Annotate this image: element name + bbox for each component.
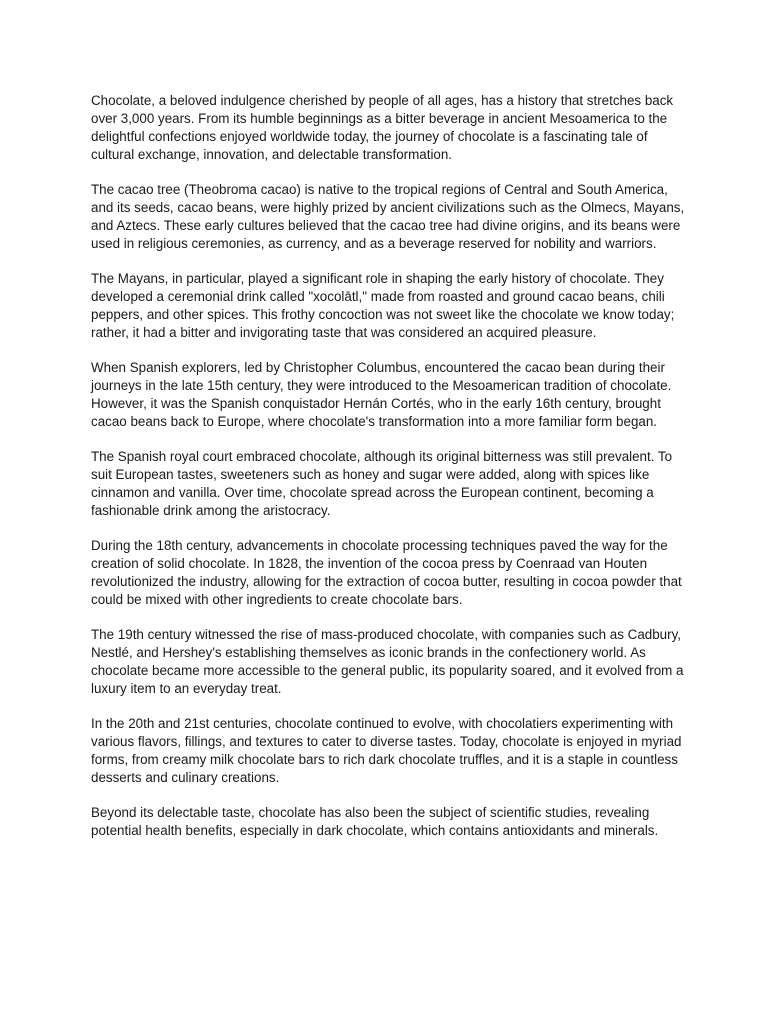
paragraph-spanish-court: The Spanish royal court embraced chocolate, although its original bitterness was still prevalent. To suit European tastes, sweeteners such as honey and sugar were added, along with spices like cinnamon and vanilla. Over time, chocolate spread across the European continent, becoming a fashionable drink among the aristocracy.	[91, 449, 673, 518]
paragraph-health-benefits: Beyond its delectable taste, chocolate has also been the subject of scientific studies, revealing potential health benefits, especially in dark chocolate, which contains antioxidants and minerals.	[91, 805, 659, 838]
paragraph-cacao-tree: The cacao tree (Theobroma cacao) is native to the tropical regions of Central and South America, and its seeds, cacao beans, were highly prized by ancient civilizations such as the Olmecs, Mayans, and Aztecs. These early cultures believed that the cacao tree had divine origins, and its beans were used in religious ceremonies, as currency, and as a beverage reserved for nobility and warriors.	[91, 182, 685, 251]
paragraph-18th-century: During the 18th century, advancements in chocolate processing techniques paved the way for the creation of solid chocolate. In 1828, the invention of the cocoa press by Coenraad van Houten revolutionized the industry, allowing for the extraction of cocoa butter, resulting in cocoa powder that could be mixed with other ingredients to create chocolate bars.	[91, 538, 682, 607]
document-page	[91, 92, 691, 857]
paragraph-mayans: The Mayans, in particular, played a significant role in shaping the early history of chocolate. They developed a ceremonial drink called "xocolātl," made from roasted and ground cacao beans, chili peppers, and other spices. This frothy concoction was not sweet like the chocolate we know today; rather, it had a bitter and invigorating taste that was considered an acquired pleasure.	[91, 271, 675, 340]
paragraph-intro: Chocolate, a beloved indulgence cherished by people of all ages, has a history that stretches back over 3,000 years. From its humble beginnings as a bitter beverage in ancient Mesoamerica to the delightful confections enjoyed worldwide today, the journey of chocolate is a fascinating tale of cultural exchange, innovation, and delectable transformation.	[91, 93, 674, 162]
paragraph-19th-century: The 19th century witnessed the rise of mass-produced chocolate, with companies such as Cadbury, Nestlé, and Hershey's establishing themselves as iconic brands in the confectionery world. As chocolate became more accessible to the general public, its popularity soared, and it evolved from a luxury item to an everyday treat.	[91, 627, 684, 696]
paragraph-20th-21st-centuries: In the 20th and 21st centuries, chocolate continued to evolve, with chocolatiers experimenting with various flavors, fillings, and textures to cater to diverse tastes. Today, chocolate is enjoyed in myriad forms, from creamy milk chocolate bars to rich dark chocolate truffles, and it is a staple in countless desserts and culinary creations.	[91, 716, 682, 785]
paragraph-spanish-explorers: When Spanish explorers, led by Christopher Columbus, encountered the cacao bean during their journeys in the late 15th century, they were introduced to the Mesoamerican tradition of chocolate. However, it was the Spanish conquistador Hernán Cortés, who in the early 16th century, brought cacao beans back to Europe, where chocolate's transformation into a more familiar form began.	[91, 360, 672, 429]
